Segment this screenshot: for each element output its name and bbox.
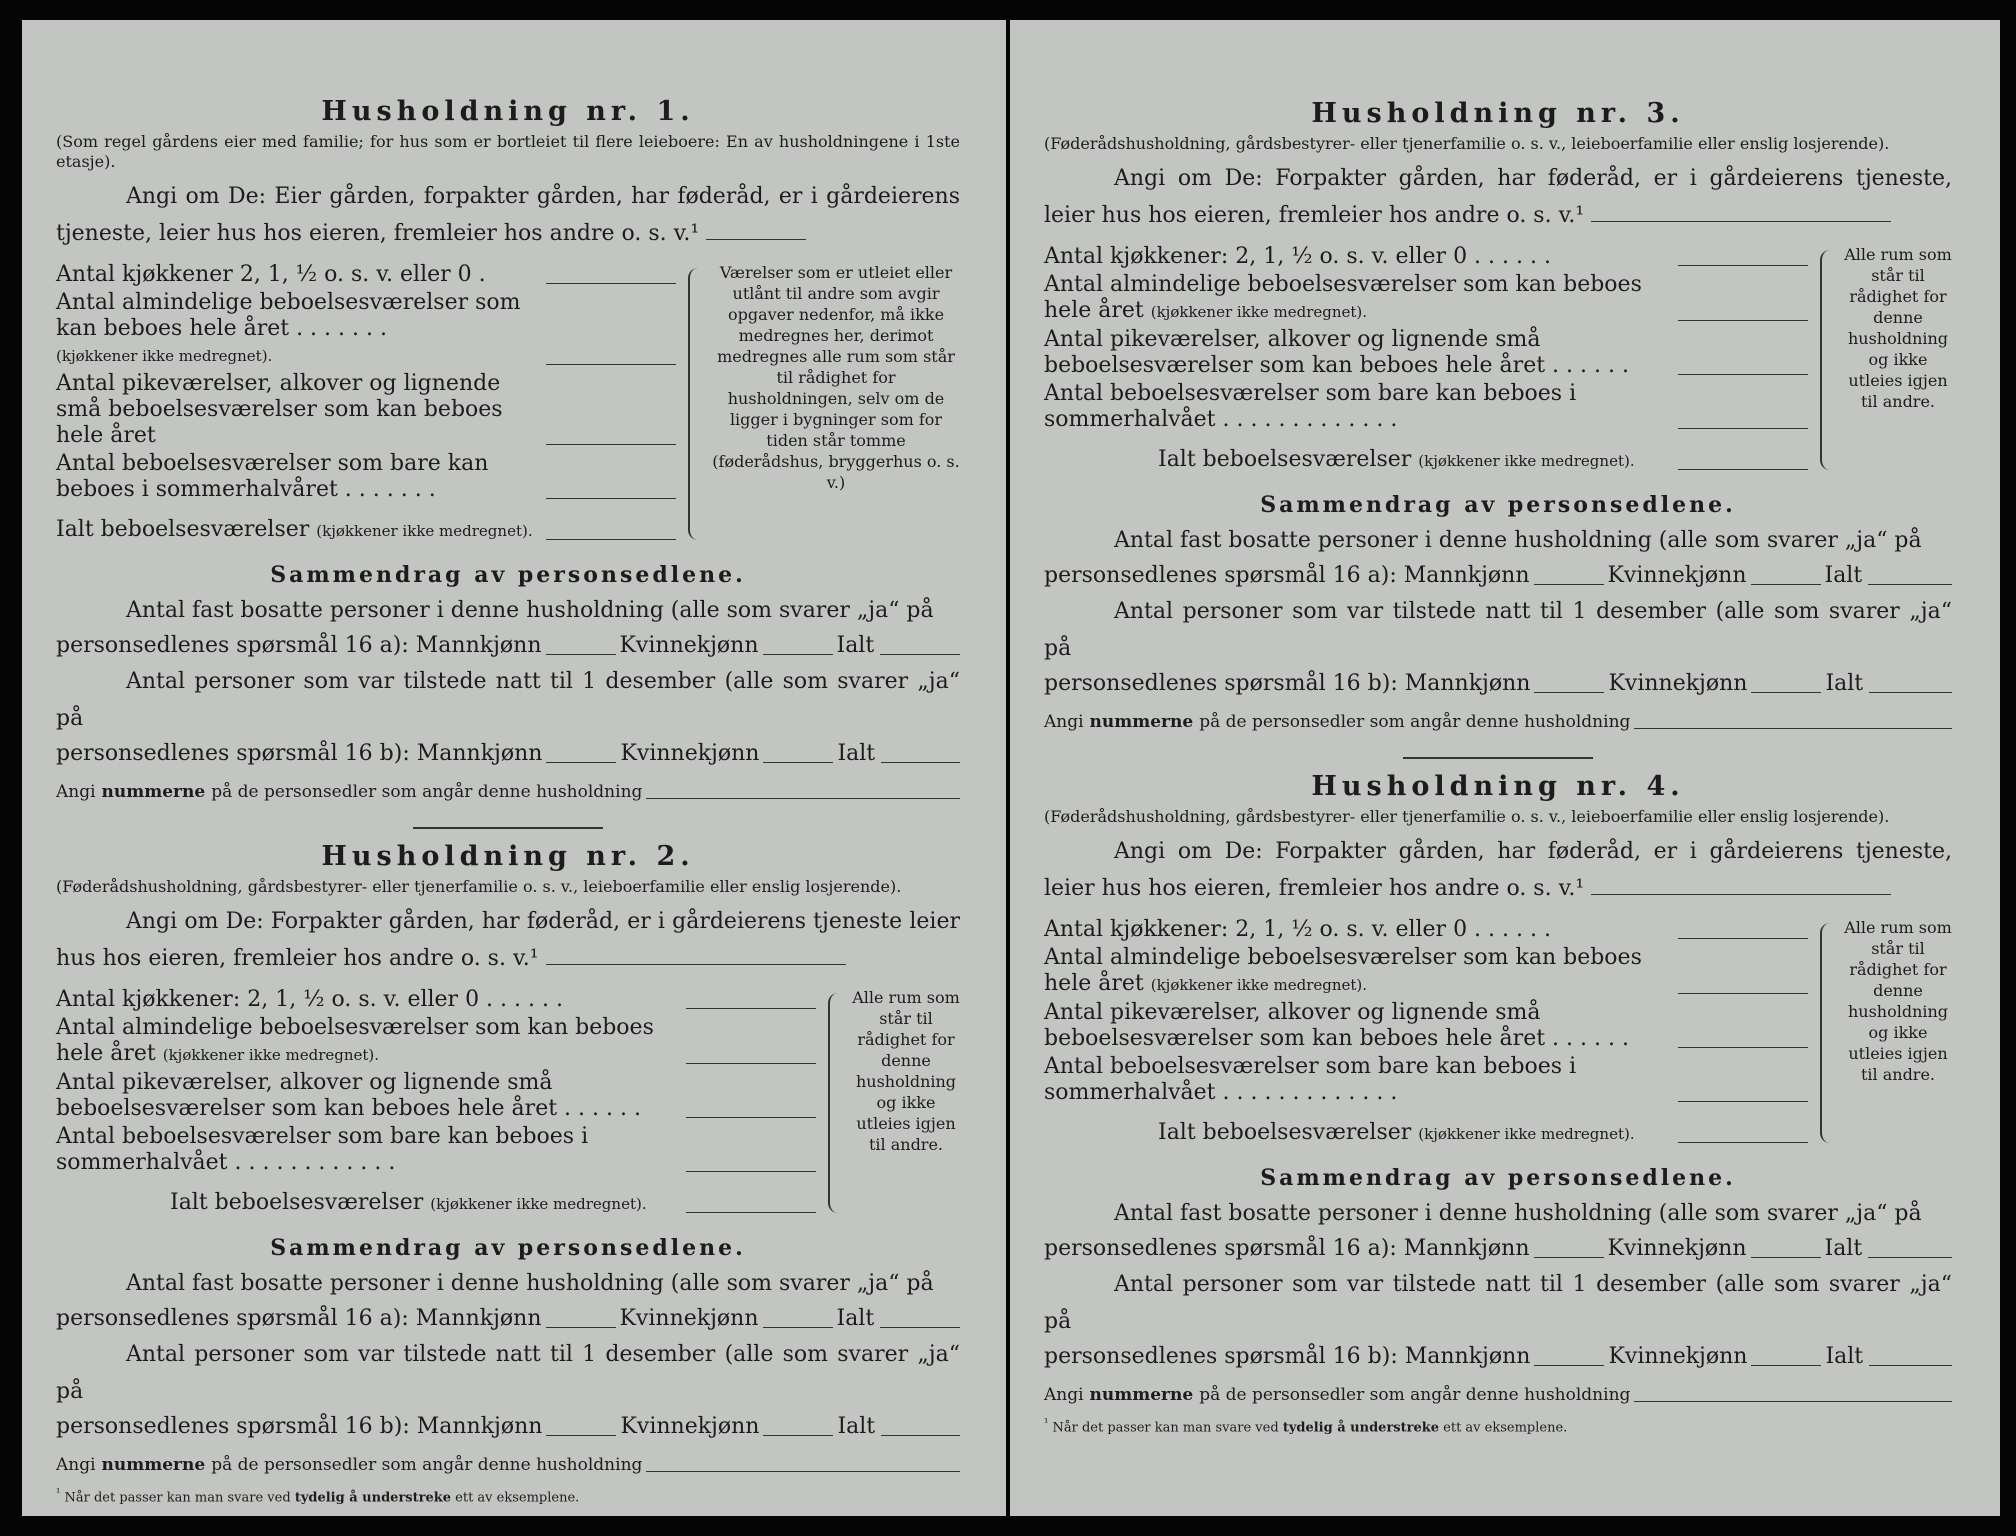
sum-a-row: personsedlenes spørsmål 16 a): Mannkjønn Kvinnekjønn Ialt — [56, 629, 960, 663]
female-field[interactable] — [763, 1434, 833, 1436]
kitchens-field[interactable] — [1678, 264, 1808, 266]
male-field[interactable] — [546, 1326, 616, 1328]
rooms-block — [56, 262, 960, 546]
summary-title: Sammendrag av personsedlene. — [1260, 1165, 1736, 1191]
sum-a-text: Antal fast bosatte personer i denne husholdning (alle som svarer „ja“ på — [126, 598, 934, 623]
ordinary-rooms-row: Antal almindelige beboelsesværelser som kan beboes hele året . . . . . . . (kjøkkener ikke medregnet). — [56, 290, 676, 369]
kitchens-field[interactable] — [686, 1007, 816, 1009]
summer-rooms-field[interactable] — [546, 497, 676, 499]
rooms-block — [1044, 244, 1952, 476]
total-rooms-row: Ialt beboelsesværelser (kjøkkener ikke medregnet). — [1044, 1120, 1808, 1147]
rooms-block — [1044, 917, 1952, 1149]
tenure-question: Angi om De: Eier gården, forpakter gården, har føderåd, er i gårdeierens tjeneste, leier hus hos eieren, fremleier hos andre o. s. v.¹ — [56, 184, 960, 246]
divider — [1403, 757, 1593, 759]
summary-title: Sammendrag av personsedlene. — [1260, 492, 1736, 518]
answer-line[interactable] — [546, 960, 846, 965]
female-field[interactable] — [1751, 691, 1821, 693]
nummer-row: Angi nummerne på de personsedler som angår denne husholdning — [1044, 709, 1952, 735]
sum-b-text: Antal personer som var tilstede natt til 1 desember (alle som svarer „ja“ på — [56, 669, 960, 731]
maid-rooms-field[interactable] — [1678, 1046, 1808, 1048]
female-field[interactable] — [1751, 1364, 1821, 1366]
summer-rooms-row: Antal beboelsesværelser som bare kan beboes i sommerhalvåret . . . . . . . — [56, 451, 676, 503]
ialt-field[interactable] — [1869, 691, 1952, 693]
household-title: Husholdning nr. 2. — [321, 841, 695, 872]
household-title: Husholdning nr. 1. — [321, 96, 695, 127]
maid-rooms-field[interactable] — [546, 443, 676, 445]
sum-a-text: Antal fast bosatte personer i denne husholdning (alle som svarer „ja“ på — [1114, 1201, 1922, 1226]
household-2 — [56, 839, 960, 1478]
nummer-field[interactable] — [646, 1470, 960, 1472]
female-field[interactable] — [1751, 583, 1821, 585]
household-note: (Som regel gårdens eier med familie; for hus som er bortleiet til flere leieboere: En av husholdningene i 1ste etasje). — [56, 132, 960, 171]
male-field[interactable] — [546, 761, 616, 763]
male-field[interactable] — [1534, 1364, 1604, 1366]
ialt-field[interactable] — [880, 1326, 960, 1328]
summer-rooms-row: Antal beboelsesværelser som bare kan beboes i sommerhalvået . . . . . . . . . . . . — [56, 1124, 816, 1176]
sum-b-row: personsedlenes spørsmål 16 b): Mannkjønn Kvinnekjønn Ialt — [1044, 667, 1952, 701]
sum-a-row: personsedlenes spørsmål 16 a): Mannkjønn Kvinnekjønn Ialt — [1044, 559, 1952, 593]
household-1 — [56, 94, 960, 805]
total-rooms-row: Ialt beboelsesværelser (kjøkkener ikke medregnet). — [1044, 447, 1808, 474]
maid-rooms-row: Antal pikeværelser, alkover og lignende små beboelsesværelser som kan beboes hele året — [56, 371, 676, 449]
female-field[interactable] — [763, 653, 833, 655]
sum-b-row: personsedlenes spørsmål 16 b): Mannkjønn Kvinnekjønn Ialt — [56, 737, 960, 771]
female-field[interactable] — [763, 761, 833, 763]
side-note: Alle rum som står til rådighet for denne husholdning og ikke utleies igjen til andre. — [1844, 918, 1952, 1084]
female-field[interactable] — [763, 1326, 833, 1328]
ialt-field[interactable] — [1868, 583, 1952, 585]
total-rooms-row: Ialt beboelsesværelser (kjøkkener ikke medregnet). — [56, 1190, 816, 1217]
side-note: Alle rum som står til rådighet for denne husholdning og ikke utleies igjen til andre. — [852, 988, 960, 1154]
kitchens-row: Antal kjøkkener: 2, 1, ½ o. s. v. eller 0 . . . . . . — [1044, 244, 1808, 270]
tenure-question: Angi om De: Forpakter gården, har føderåd, er i gårdeierens tjeneste leier hus hos eieren, fremleier hos andre o. s. v.¹ — [56, 909, 960, 971]
rooms-block — [56, 987, 960, 1219]
maid-rooms-field[interactable] — [1678, 373, 1808, 375]
tenure-question: Angi om De: Forpakter gården, har føderåd, er i gårdeierens tjeneste, leier hus hos eieren, fremleier hos andre o. s. v.¹ — [1044, 166, 1952, 228]
household-title: Husholdning nr. 3. — [1311, 98, 1685, 129]
divider — [413, 827, 603, 829]
summary-title: Sammendrag av personsedlene. — [270, 562, 746, 588]
side-note: Alle rum som står til rådighet for denne husholdning og ikke utleies igjen til andre. — [1844, 245, 1952, 411]
sum-b-row: personsedlenes spørsmål 16 b): Mannkjønn Kvinnekjønn Ialt — [1044, 1340, 1952, 1374]
maid-rooms-field[interactable] — [686, 1116, 816, 1118]
side-note: Værelser som er utleiet eller utlånt til andre som avgir opgaver nedenfor, må ikke medregnes her, derimot medregnes alle rum som står til rådighet for husholdningen, selv om de ligger i bygninger som for tiden står tomme (føderådshus, bryggerhus o. s. v.) — [712, 263, 960, 492]
ordinary-rooms-field[interactable] — [546, 363, 676, 365]
household-3 — [1044, 96, 1952, 735]
answer-line[interactable] — [1591, 217, 1891, 222]
total-rooms-field[interactable] — [1678, 1141, 1808, 1143]
sum-a-text: Antal fast bosatte personer i denne husholdning (alle som svarer „ja“ på — [126, 1271, 934, 1296]
summer-rooms-field[interactable] — [1678, 427, 1808, 429]
right-column — [1044, 96, 1952, 1435]
male-field[interactable] — [1534, 1256, 1604, 1258]
male-field[interactable] — [1534, 583, 1604, 585]
right-page — [1010, 20, 2000, 1516]
nummer-field[interactable] — [1634, 1400, 1952, 1402]
brace — [828, 993, 844, 1213]
ialt-field[interactable] — [1868, 1256, 1952, 1258]
nummer-field[interactable] — [646, 797, 960, 799]
total-rooms-row: Ialt beboelsesværelser (kjøkkener ikke medregnet). — [56, 517, 676, 544]
ordinary-rooms-row: Antal almindelige beboelsesværelser som kan beboes hele året (kjøkkener ikke medregnet). — [1044, 272, 1808, 325]
ialt-field[interactable] — [881, 1434, 960, 1436]
footnote: $^{^1}$ Når det passer kan man svare ved tydelig å understreke ett av eksemplene. — [56, 1486, 580, 1506]
ordinary-rooms-field[interactable] — [1678, 992, 1808, 994]
maid-rooms-row: Antal pikeværelser, alkover og lignende små beboelsesværelser som kan beboes hele året . . . . . . — [1044, 327, 1808, 379]
nummer-row: Angi nummerne på de personsedler som angår denne husholdning — [56, 779, 960, 805]
household-note: (Føderådshusholdning, gårdsbestyrer- eller tjenerfamilie o. s. v., leieboerfamilie eller enslig losjerende). — [1044, 807, 1890, 826]
ialt-field[interactable] — [880, 653, 960, 655]
maid-rooms-row: Antal pikeværelser, alkover og lignende små beboelsesværelser som kan beboes hele året . . . . . . — [56, 1070, 816, 1122]
total-rooms-field[interactable] — [686, 1211, 816, 1213]
nummer-row: Angi nummerne på de personsedler som angår denne husholdning — [1044, 1382, 1952, 1408]
summer-rooms-field[interactable] — [1678, 1100, 1808, 1102]
household-note: (Føderådshusholdning, gårdsbestyrer- eller tjenerfamilie o. s. v., leieboerfamilie eller enslig losjerende). — [56, 877, 902, 896]
ialt-field[interactable] — [881, 761, 960, 763]
left-page — [22, 20, 1006, 1516]
summer-rooms-field[interactable] — [686, 1170, 816, 1172]
male-field[interactable] — [1534, 691, 1604, 693]
sum-a-text: Antal fast bosatte personer i denne husholdning (alle som svarer „ja“ på — [1114, 528, 1922, 553]
sum-b-text: Antal personer som var tilstede natt til 1 desember (alle som svarer „ja“ på — [56, 1342, 960, 1404]
ordinary-rooms-field[interactable] — [1678, 319, 1808, 321]
household-4 — [1044, 769, 1952, 1408]
ialt-field[interactable] — [1869, 1364, 1952, 1366]
household-note: (Føderådshusholdning, gårdsbestyrer- eller tjenerfamilie o. s. v., leieboerfamilie eller enslig losjerende). — [1044, 134, 1890, 153]
total-rooms-field[interactable] — [546, 538, 676, 540]
nummer-row: Angi nummerne på de personsedler som angår denne husholdning — [56, 1452, 960, 1478]
kitchens-row: Antal kjøkkener 2, 1, ½ o. s. v. eller 0 . — [56, 262, 676, 288]
nummer-field[interactable] — [1634, 727, 1952, 729]
sum-b-text: Antal personer som var tilstede natt til 1 desember (alle som svarer „ja“ på — [1044, 1272, 1952, 1334]
household-title: Husholdning nr. 4. — [1311, 771, 1685, 802]
summary-title: Sammendrag av personsedlene. — [270, 1235, 746, 1261]
footnote: $^{^1}$ Når det passer kan man svare ved tydelig å understreke ett av eksemplene. — [1044, 1416, 1568, 1436]
total-rooms-field[interactable] — [1678, 468, 1808, 470]
brace — [1820, 250, 1836, 470]
ordinary-rooms-row: Antal almindelige beboelsesværelser som kan beboes hele året (kjøkkener ikke medregnet). — [1044, 945, 1808, 998]
answer-line[interactable] — [706, 235, 806, 240]
sum-a-row: personsedlenes spørsmål 16 a): Mannkjønn Kvinnekjønn Ialt — [1044, 1232, 1952, 1266]
summer-rooms-row: Antal beboelsesværelser som bare kan beboes i sommerhalvået . . . . . . . . . . . . . — [1044, 381, 1808, 433]
male-field[interactable] — [546, 1434, 616, 1436]
kitchens-row: Antal kjøkkener: 2, 1, ½ o. s. v. eller 0 . . . . . . — [56, 987, 816, 1013]
tenure-question: Angi om De: Forpakter gården, har føderåd, er i gårdeierens tjeneste, leier hus hos eieren, fremleier hos andre o. s. v.¹ — [1044, 839, 1952, 901]
kitchens-field[interactable] — [546, 282, 676, 284]
summer-rooms-row: Antal beboelsesværelser som bare kan beboes i sommerhalvået . . . . . . . . . . . . . — [1044, 1054, 1808, 1106]
brace — [1820, 923, 1836, 1143]
kitchens-row: Antal kjøkkener: 2, 1, ½ o. s. v. eller 0 . . . . . . — [1044, 917, 1808, 943]
sum-a-row: personsedlenes spørsmål 16 a): Mannkjønn Kvinnekjønn Ialt — [56, 1302, 960, 1336]
sum-b-row: personsedlenes spørsmål 16 b): Mannkjønn Kvinnekjønn Ialt — [56, 1410, 960, 1444]
ordinary-rooms-field[interactable] — [686, 1062, 816, 1064]
answer-line[interactable] — [1591, 890, 1891, 895]
maid-rooms-row: Antal pikeværelser, alkover og lignende små beboelsesværelser som kan beboes hele året . . . . . . — [1044, 1000, 1808, 1052]
female-field[interactable] — [1751, 1256, 1821, 1258]
sum-b-text: Antal personer som var tilstede natt til 1 desember (alle som svarer „ja“ på — [1044, 599, 1952, 661]
brace — [688, 268, 704, 540]
male-field[interactable] — [546, 653, 616, 655]
kitchens-field[interactable] — [1678, 937, 1808, 939]
ordinary-rooms-row: Antal almindelige beboelsesværelser som kan beboes hele året (kjøkkener ikke medregnet). — [56, 1015, 816, 1068]
left-column — [56, 94, 960, 1505]
